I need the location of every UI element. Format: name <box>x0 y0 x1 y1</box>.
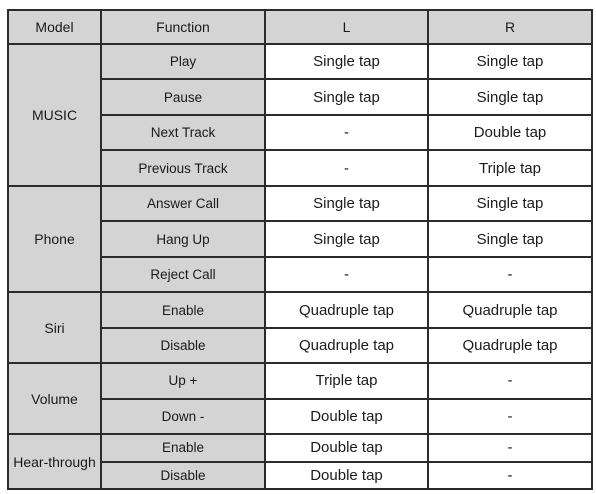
table-row <box>8 292 592 327</box>
function-cell: Hang Up <box>101 221 265 256</box>
left-cell: Quadruple tap <box>265 328 428 363</box>
model-cell-siri: Siri <box>8 292 101 363</box>
function-cell: Previous Track <box>101 150 265 185</box>
model-cell-music: MUSIC <box>8 44 101 186</box>
table-row <box>8 434 592 461</box>
right-cell: Single tap <box>428 79 592 114</box>
model-cell-phone: Phone <box>8 186 101 292</box>
header-left: L <box>265 10 428 44</box>
left-cell: - <box>265 257 428 292</box>
function-cell: Up + <box>101 363 265 398</box>
function-cell: Disable <box>101 328 265 363</box>
right-cell: - <box>428 399 592 434</box>
right-cell: - <box>428 257 592 292</box>
right-cell: Single tap <box>428 44 592 79</box>
left-cell: Triple tap <box>265 363 428 398</box>
header-right: R <box>428 10 592 44</box>
function-cell: Reject Call <box>101 257 265 292</box>
model-cell-volume: Volume <box>8 363 101 434</box>
function-cell: Play <box>101 44 265 79</box>
right-cell: Single tap <box>428 221 592 256</box>
right-cell: Single tap <box>428 186 592 221</box>
table-row <box>8 186 592 221</box>
left-cell: Double tap <box>265 434 428 461</box>
right-cell: Double tap <box>428 115 592 150</box>
left-cell: - <box>265 115 428 150</box>
left-cell: Single tap <box>265 79 428 114</box>
right-cell: Triple tap <box>428 150 592 185</box>
function-cell: Enable <box>101 292 265 327</box>
left-cell: Quadruple tap <box>265 292 428 327</box>
left-cell: Single tap <box>265 221 428 256</box>
right-cell: - <box>428 434 592 461</box>
left-cell: Single tap <box>265 186 428 221</box>
model-cell-hear-through: Hear-through <box>8 434 101 489</box>
left-cell: Double tap <box>265 462 428 489</box>
left-cell: - <box>265 150 428 185</box>
table-row <box>8 44 592 79</box>
left-cell: Single tap <box>265 44 428 79</box>
left-cell: Double tap <box>265 399 428 434</box>
tap-controls-table <box>7 9 593 490</box>
table-row <box>8 363 592 398</box>
function-cell: Down - <box>101 399 265 434</box>
function-cell: Answer Call <box>101 186 265 221</box>
function-cell: Disable <box>101 462 265 489</box>
right-cell: - <box>428 363 592 398</box>
header-row <box>8 10 592 44</box>
right-cell: Quadruple tap <box>428 292 592 327</box>
right-cell: - <box>428 462 592 489</box>
function-cell: Enable <box>101 434 265 461</box>
function-cell: Next Track <box>101 115 265 150</box>
header-model: Model <box>8 10 101 44</box>
header-function: Function <box>101 10 265 44</box>
right-cell: Quadruple tap <box>428 328 592 363</box>
function-cell: Pause <box>101 79 265 114</box>
